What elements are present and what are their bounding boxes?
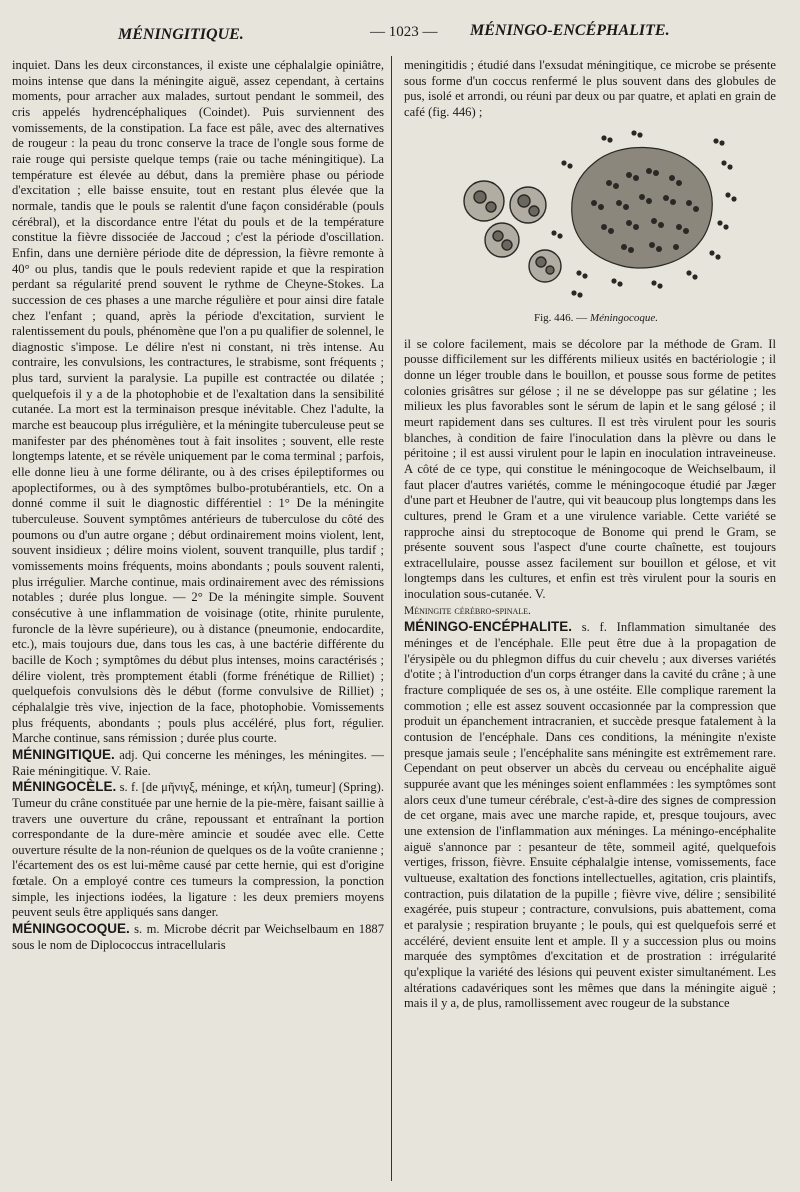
page-number: — 1023 — — [370, 24, 438, 40]
entry-meningo-encephalite — [404, 619, 776, 1011]
entry-meningitique — [12, 747, 384, 779]
paragraph-meningitis-continued: inquiet. Dans les deux circonstances, il existe une céphalalgie opiniâtre, moins intense que dans la méningite aiguë, assez cependant, à certains moments, pour arracher aux malades, surtout pendant le sommeil, des cris appelés hydrencéphaliques (Coindet). Puis surviennent des vomissements, de la constipation. La face est pâle, avec des alternatives de rougeur : la peau du tronc conserve la trace de l'ongle sous forme de raie rouge qui persiste quelque temps (raie ou tache méningitique). La température est élevée au début, dans la première phase ou période d'excitation ; elle baisse ensuite, tout en restant plus élevée que la normale, tandis que le pouls se ralentit d'une façon considérable (pouls cérébral), et la discordance entre l'état du pouls et de la température constitue la fièvre dissociée de Jaccoud ; c'est la période d'oscillation. Enfin, dans une dernière période dite de dépression, la fièvre remonte à 40° ou plus, tandis que le pouls redevient rapide et que la respiration perdant sa régularité prend souvent le rythme de Cheyne-Stokes. La succession de ces phases a une marche régulière et pour ainsi dire fatale chez l'enfant ; quand, après la période d'excitation, survient le ralentissement du pouls, phénomène que l'on a pu qualifier de solennel, le diagnostic s'impose. Le délire n'est ni constant, ni très intense. Au contraire, les convulsions, les contractures, le strabisme, sont fréquents ; plus tard, survient la paralysie. La pupille est contractée ou dilatée ; quelquefois il y a de la photophobie et de l'exaltation dans la sensibilité cutanée. La mort est la terminaison presque inévitable. Chez l'adulte, la marche est beaucoup plus irrégulière, et la méningite tuberculeuse peut se manifester par des phénomènes tout à fait insolites ; souvent, elle reste longtemps latente, et se révèle uniquement par le coma terminal ; parfois, elle donne lieu à une forme délirante, ou à des crises épileptiformes ou apoplectiformes, ou à des symptômes bulbo-protubérantiels, etc. On a donné comme il suit le diagnostic différentiel : 1° De la méningite tuberculeuse. Souvent symptômes antérieurs de tuberculose du côté des poumons ou d'un autre organe ; début ordinairement moins violent, lent, souvent insidieux ; délire moins violent, souvent tranquille, plus tardif ; vomissements moins fréquents, moins abondants ; pouls souvent ralenti, plus irrégulier. Marche continue, mais ordinairement avec des rémissions notables ; durée plus longue. — 2° De la méningite simple. Souvent consécutive à une inflammation de voisinage (otite, rhinite purulente, furoncle de la lèvre supérieure), ou à distance (pneumonie, endocardite, etc.), mais toujours due, dans tous les cas, à une bactérie différente du bacille de Koch ; symptômes du début plus intenses, moins caractérisés ; délire violent, très promptement établi (forme frénétique de Rilliet) ; quelquefois convulsions dès le début (forme convulsive de Rilliet) ; céphalalgie très vive, injection de la face, photophobie. Vomissements plus fréquents, abondants ; pouls plus accéléré, plus fort, régulier. Marche continue, sans rémission ; durée plus courte. — [12, 58, 384, 746]
cross-reference: Méningite cérébro-spinale. — [404, 604, 531, 617]
cell-mass — [572, 147, 713, 268]
entry-definition: s. f. [de μῆνιγξ, méninge, et κήλη, tumeur] (Spring). Tumeur du crâne constituée par une hernie de la pie-mère, faisant saillie à travers une ouverture du crâne, repoussant et entraînant la portion correspondante de la dure-mère amincie et soudée avec elle. Cette ouverture résulte de la non-réunion de quelques os de la voûte cranienne ; l'écartement des os est lui-même causé par cette hernie, qui est d'origine fœtale. On a employé contre ces tumeurs la compression, la ponction simple, les injections iodées, la ligature : les deux premiers moyens peuvent seuls être appliqués sans danger. — [12, 780, 384, 920]
pus-globules — [464, 181, 561, 282]
paragraph-text: il se colore facilement, mais se décolore par la méthode de Gram. Il pousse difficilement sur les différents milieux usités en bactériologie ; il donne un léger trouble dans le bouillon, et pousse sous forme de petites colonies grisâtres sur gélose ; il ne se développe pas sur gélatine ; les milieux les plus favorables sont le sérum de lapin et le sang gélosé ; il meurt rapidement dans ses cultures. Il est très virulent pour les souris blanches, à condition de faire l'inoculation dans la plèvre ou dans le péritoine ; il est aussi virulent pour le lapin en inoculation intraveineuse. A côté de ce type, qui constitue le méningocoque de Weichselbaum, il faut placer d'autres variétés, comme le méningocoque étudié par Jæger d'une part et Heubner de l'autre, qui vit beaucoup plus longtemps dans les cultures, prend le Gram et a une virulence variable. Cette variété se rapproche ainsi du streptocoque de Bonome qui prend le Gram, se présente souvent sous l'aspect d'une courte chaînette, est toujours extracellulaire, pousse assez facilement sur bouillon et gélose, et vit longtemps dans les cultures, et enfin est très virulent pour la souris en inoculation sous-cutanée. V. — [404, 336, 776, 602]
running-header — [0, 22, 800, 48]
entry-headword: MÉNINGITIQUE. — [12, 746, 115, 762]
right-column — [404, 58, 776, 1012]
entry-meningocoque — [12, 921, 384, 953]
left-column — [12, 58, 384, 953]
entry-definition: s. f. Inflammation simultanée des méninges et de l'encéphale. Elle peut être due à la propagation de l'érysipèle ou du phlegmon diffus du cuir chevelu ; aux diverses variétés d'otite ; à l'introduction d'un corps étranger dans la cavité du crâne ; à une fracture compliquée de ses os, à une ostéite. Elle complique rarement la commotion ; elle est assez souvent occasionnée par la compression que produit un épanchement intracranien, et succède presque fatalement à la contusion de l'encéphale. Dans ces conditions, la méningite n'existe presque jamais seule ; l'encéphalite sans méningite est extrêmement rare. Cependant on peut observer un abcès du cerveau ou encéphalite aiguë suppurée avant que les méninges soient enflammées : les symptômes sont alors ceux d'une tumeur cérébrale, c'est-à-dire des signes de compression de cet organe, mais avec une marche rapide, et, presque toujours, avec une extension de l'inflammation aux méninges. La méningo-encéphalite aiguë s'annonce par : pesanteur de tête, sommeil agité, quelquefois vertiges, frisson, fièvre. Ensuite céphalalgie intense, vomissements, face vultueuse, exaltation des fonctions intellectuelles, agitation, cris plaintifs, contraction, puis dilatation de la pupille ; fièvre vive, délire ; sensibilité exagérée, puis stupeur ; contracture, convulsions, puis abattement, coma et paralysie ; respiration bruyante ; le pouls, qui est quelquefois serré et accéléré, devient ensuite lent et ample. Il y a succession plus ou moins marquée des symptômes d'excitation et de prostration : irrégularité qu'explique la variété des lésions qui peuvent exister simultanément. Les altérations cadavériques sont les mêmes que dans la méningite aiguë ; mais il y a, de plus, ramollissement avec rougeur de la substance — [404, 620, 776, 1011]
figure-number: Fig. 446. — — [534, 311, 588, 324]
entry-definition: s. m. Microbe décrit par Weichselbaum en 1887 sous le nom de Diplococcus intracellularis — [12, 922, 384, 952]
paragraph-gram-culture — [404, 337, 776, 620]
figure-caption — [534, 311, 658, 327]
paragraph-meningocoque-continued: meningitidis ; étudié dans l'exsudat méningitique, ce microbe se présente sous forme d'un coccus renfermé le plus souvent dans des globules de pus, isolé et arrondi, ou réuni par deux ou par quatre, et aplati en grain de café (fig. 446) ; — [404, 58, 776, 119]
entry-headword: MÉNINGOCÈLE. — [12, 779, 117, 795]
figure-446 — [404, 123, 776, 331]
header-left-entry: MÉNINGITIQUE. — [118, 26, 244, 43]
entry-headword: MÉNINGO-ENCÉPHALITE. — [404, 619, 573, 635]
column-divider — [391, 56, 392, 1181]
meningococcus-illustration — [444, 123, 744, 308]
entry-meningocele — [12, 779, 384, 921]
entry-headword: MÉNINGOCOQUE. — [12, 921, 130, 937]
figure-title: Méningocoque. — [589, 311, 659, 324]
header-right-entry: MÉNINGO-ENCÉPHALITE. — [470, 22, 670, 39]
entry-definition: adj. Qui concerne les méninges, les méningites. — Raie méningitique. V. Raie. — [12, 747, 384, 778]
